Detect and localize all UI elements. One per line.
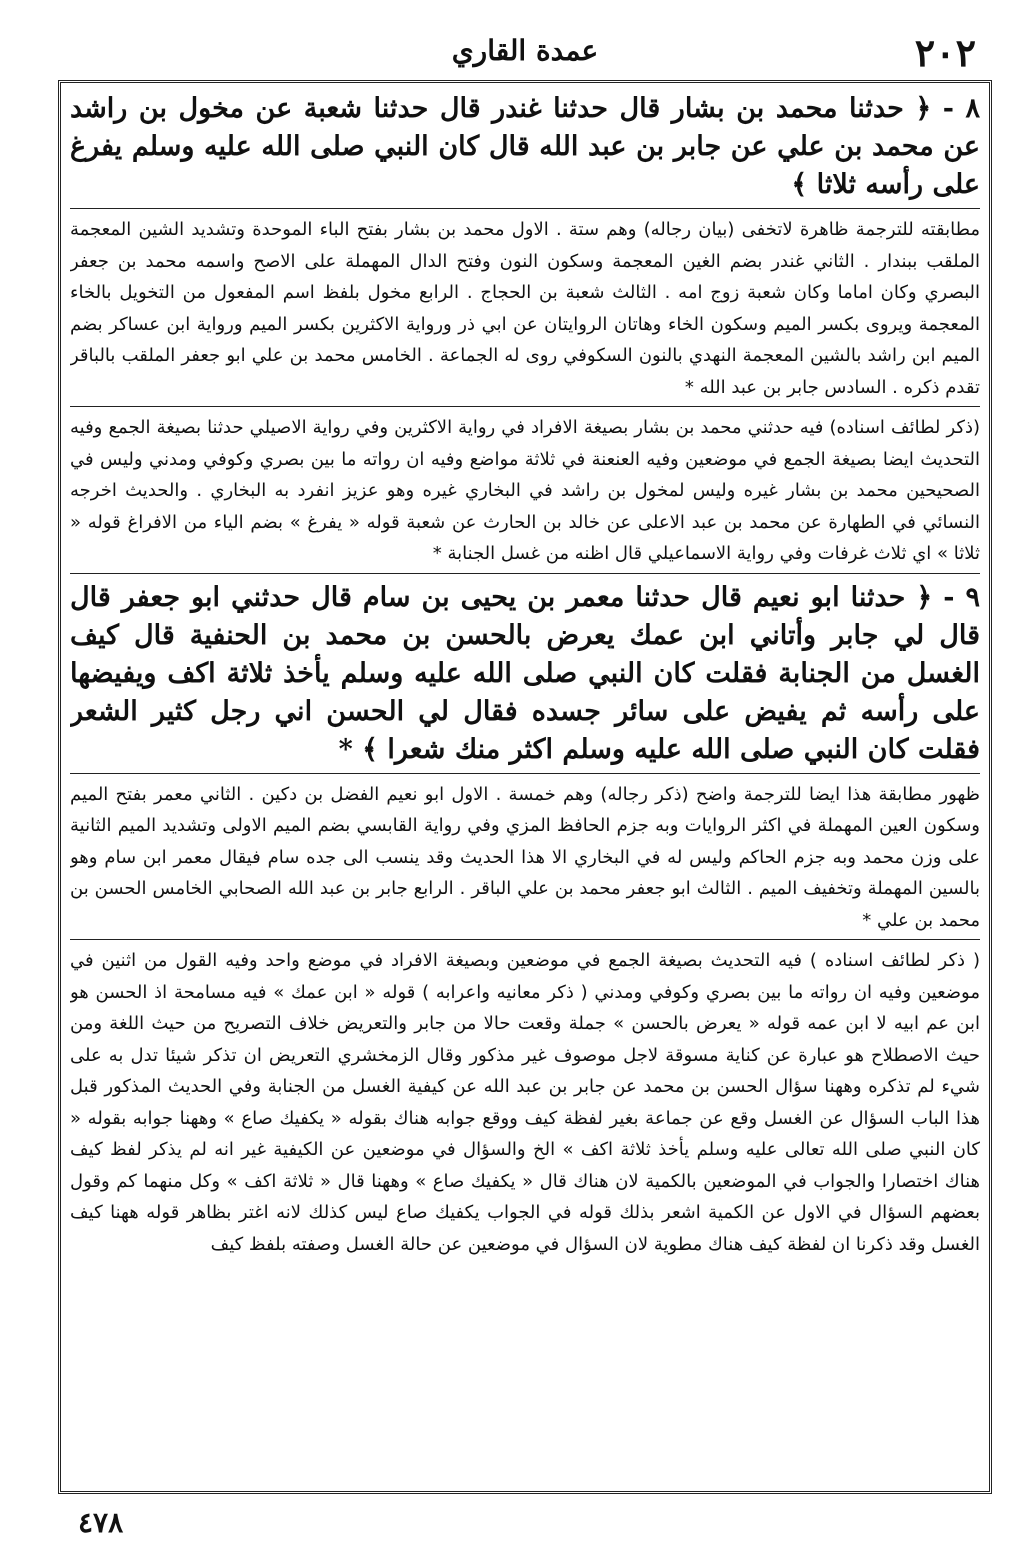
page-header [60, 28, 990, 76]
hadith-8-matn: ٨ - ﴿ حدثنا محمد بن بشار قال حدثنا غندر قال حدثنا شعبة عن مخول بن راشد عن محمد بن علي عن جابر بن عبد الله قال كان النبي صلى الله عليه وسلم يفرغ على رأسه ثلاثا ﴾ [70, 93, 980, 200]
running-title: عمدة القاري [451, 34, 599, 67]
signature-mark: ٤٧٨ [78, 1506, 124, 1539]
separator-rule [70, 939, 980, 940]
hadith-9-commentary-lataif: ( ذكر لطائف اسناده ) فيه التحديث بصيغة الجمع في موضعين وبصيغة الافراد في موضع واحد وفيه القول من اثنين في موضعين وفيه ان رواته ما بين بصري وكوفي ومدني ( ذكر معانيه واعرابه ) قوله « ابن عمك » فيه مسامحة اذ الحسن هو ابن عم ابيه لا ابن عمه قوله « يعرض بالحسن » جملة وقعت حالا من جابر والتعريض خلاف التصريح من حيث اللغة ومن حيث الاصطلاح هو عبارة عن كناية مسوقة لاجل موصوف غير مذكور وقال الزمخشري التعريض ان تذكر شيئا تدل به على شيء لم تذكره وههنا سؤال الحسن بن محمد عن جابر بن عبد الله عن كيفية الغسل من الجنابة وفي الحديث المذكور قبل هذا الباب السؤال عن الغسل وقع عن جماعة بغير لفظة كيف ووقع جوابه هناك بقوله « يكفيك صاع » وههنا جوابه بقوله « كان النبي صلى الله تعالى عليه وسلم يأخذ ثلاثة اكف » الخ والسؤال في موضعين عن الكيفية غير انه لم يذكر لفظ كيف هناك اختصارا والجواب في الموضعين بالكمية لان هناك قال « يكفيك صاع » وههنا قال « ثلاثة اكف » وكل منهما كم وقول بعضهم السؤال في الاول عن الكمية اشعر بذلك قوله في الجواب يكفيك صاع ليس كذلك لانه اغتر بظاهر قوله ههنا كيف الغسل وقد ذكرنا ان لفظة كيف هناك مطوية لان السؤال في موضعين عن حالة الغسل وصفته بلفظ كيف [70, 950, 980, 1255]
hadith-8-commentary-lataif: (ذكر لطائف اسناده) فيه حدثني محمد بن بشار بصيغة الافراد في رواية الاكثرين وفي رواية الاصيلي حدثنا بصيغة الجمع وفيه التحديث ايضا بصيغة الجمع في موضعين وفيه العنعنة في ثلاثة مواضع وفيه ان رواته ما بين بصري وكوفي ومدني وليس في الصحيحين محمد بن بشار غيره وليس لمخول بن راشد في البخاري غيره وهو عزيز انفرد به البخاري . والحديث اخرجه النسائي في الطهارة عن محمد بن عبد الاعلى عن خالد بن الحارث عن شعبة قوله « يفرغ » بضم الياء من الافراغ قوله « ثلاثا » اي ثلاث غرفات وفي رواية الاسماعيلي قال اظنه من غسل الجنابة * [70, 417, 980, 564]
separator-rule [70, 406, 980, 407]
page-content [70, 90, 980, 1486]
page-number: ٢٠٢ [914, 30, 976, 75]
separator-rule [70, 773, 980, 774]
hadith-8-commentary-rijal: مطابقته للترجمة ظاهرة لاتخفى (بيان رجاله) وهم ستة . الاول محمد بن بشار بفتح الباء الموحدة وتشديد الشين المعجمة الملقب ببندار . الثاني غندر بضم الغين المعجمة وسكون النون وفتح الدال المهملة على الاصح واسمه محمد بن جعفر البصري وكان اماما وكان شعبة زوج امه . الثالث شعبة بن الحجاج . الرابع مخول بلفظ اسم المفعول من التخويل بالخاء المعجمة ويروى بكسر الميم وسكون الخاء وهاتان الروايتان عن ابي ذر ورواية الاكثرين بكسر الميم ورواية ابن عساكر بضم الميم ابن راشد بالشين المعجمة النهدي بالنون السكوفي روى له الجماعة . الخامس محمد بن علي ابو جعفر الملقب بالباقر تقدم ذكره . السادس جابر بن عبد الله * [70, 219, 980, 398]
hadith-9-matn: ٩ - ﴿ حدثنا ابو نعيم قال حدثنا معمر بن يحيى بن سام قال حدثني ابو جعفر قال قال لي جابر وأتاني ابن عمك يعرض بالحسن بن محمد بن الحنفية قال كيف الغسل من الجنابة فقلت كان النبي صلى الله عليه وسلم يأخذ ثلاثة اكف ويفيضها على رأسه ثم يفيض على سائر جسده فقال لي الحسن اني رجل كثير الشعر فقلت كان النبي صلى الله عليه وسلم اكثر منك شعرا ﴾ * [70, 581, 980, 765]
hadith-9-commentary-rijal: ظهور مطابقة هذا ايضا للترجمة واضح (ذكر رجاله) وهم خمسة . الاول ابو نعيم الفضل بن دكين . الثاني معمر بفتح الميم وسكون العين المهملة في اكثر الروايات وبه جزم الحافظ المزي وفي رواية القابسي بضم الميم الاولى وتشديد الميم الثانية على وزن محمد وبه جزم الحاكم وليس له في البخاري الا هذا الحديث وقد ينسب الى جده سام فيقال معمر ابن سام وهو بالسين المهملة وتخفيف الميم . الثالث ابو جعفر محمد بن علي الباقر . الرابع جابر بن عبد الله الصحابي الخامس الحسن بن محمد بن علي * [70, 783, 980, 931]
separator-rule [70, 573, 980, 574]
separator-rule [70, 208, 980, 209]
